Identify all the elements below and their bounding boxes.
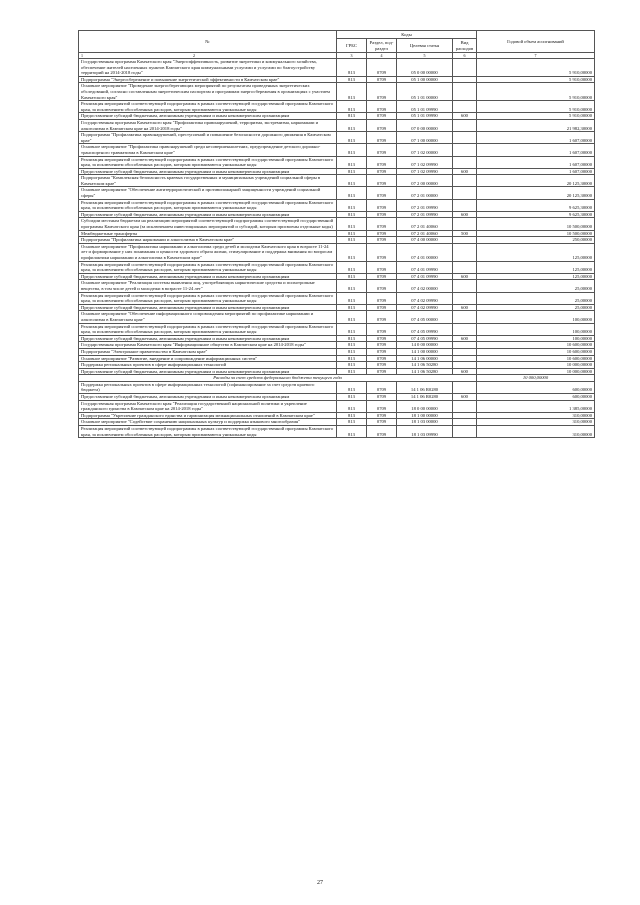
target-cell: 07 4 01 09990 (397, 261, 453, 273)
amount-cell: 1 607,00000 (477, 156, 595, 168)
section-cell: 0709 (367, 230, 397, 237)
name-cell: Подпрограмма "Комплексная безопасность краевых государственных и муниципальных учреждений социальной сферы в Камчатском крае" (79, 175, 337, 187)
grbs-cell: 813 (337, 168, 367, 175)
amount-cell: 5 910,00000 (477, 59, 595, 77)
index-cell: 7 (477, 53, 595, 59)
index-cell-no: 1 (81, 53, 83, 58)
exptype-cell (453, 119, 477, 131)
section-cell: 0709 (367, 156, 397, 168)
table-row (79, 113, 595, 120)
amount-cell: 10 600,00000 (477, 348, 595, 355)
section-cell: 0709 (367, 237, 397, 244)
section-cell: 0709 (367, 187, 397, 199)
target-cell: 07 4 00 00000 (397, 237, 453, 244)
section-cell: 0709 (367, 132, 397, 144)
amount-cell: 5 910,00000 (477, 83, 595, 101)
name-cell: Основное мероприятие "Обеспечение информационного сопровождения мероприятий по профилактике наркомании и алкоголизма в Камчатском крае" (79, 311, 337, 323)
table-row (79, 175, 595, 187)
amount-cell: 9 625,30000 (477, 199, 595, 211)
name-cell: Подпрограмма "Электронное правительство в Камчатском крае" (79, 348, 337, 355)
grbs-cell: 813 (337, 76, 367, 83)
target-cell: 05 1 00 00000 (397, 76, 453, 83)
name-cell: Предоставление субсидий бюджетным, автономным учреждениям и иным некоммерческим организациям (79, 368, 337, 375)
exptype-cell (453, 187, 477, 199)
name-cell: Реализация мероприятий соответствующей подпрограммы в рамках соответствующей государственной программы Камчатского края, за исключением обособленных расходов, которым присваиваются уникальные коды (79, 323, 337, 335)
table-row (79, 132, 595, 144)
exptype-cell (453, 381, 477, 393)
table-row (79, 368, 595, 375)
exptype-cell (453, 280, 477, 292)
note-row (79, 375, 595, 382)
grbs-cell: 813 (337, 187, 367, 199)
name-cell: Основное мероприятие "Развитие, внедрение и сопровождение информационных систем" (79, 355, 337, 362)
exptype-cell (453, 292, 477, 304)
index-cell: 5 (397, 53, 453, 59)
target-cell: 14 1 06 50280 (397, 368, 453, 375)
table-row (79, 218, 595, 230)
exptype-cell (453, 400, 477, 412)
amount-cell: 125,00000 (477, 273, 595, 280)
grbs-cell: 813 (337, 261, 367, 273)
exptype-cell (453, 342, 477, 349)
grbs-cell: 813 (337, 355, 367, 362)
section-cell: 0709 (367, 355, 397, 362)
target-cell: 07 2 01 00000 (397, 187, 453, 199)
index-cell: 6 (453, 53, 477, 59)
name-cell: Поддержка региональных проектов в сфере информационных технологий (софинансирование за счет средств краевого бюджета) (79, 381, 337, 393)
exptype-cell (453, 426, 477, 438)
section-cell: 0709 (367, 412, 397, 419)
section-cell: 0709 (367, 304, 397, 311)
amount-cell: 5 910,00000 (477, 101, 595, 113)
name-cell: Предоставление субсидий бюджетным, автономным учреждениям и иным некоммерческим организациям (79, 335, 337, 342)
target-cell: 18 1 03 00000 (397, 419, 453, 426)
target-cell: 07 4 05 09990 (397, 323, 453, 335)
target-cell: 14 0 00 00000 (397, 342, 453, 349)
col-amount-header: Годовой объем ассигнований (477, 31, 595, 53)
grbs-cell: 813 (337, 426, 367, 438)
grbs-cell: 813 (337, 156, 367, 168)
exptype-cell (453, 348, 477, 355)
amount-cell: 25,00000 (477, 292, 595, 304)
amount-cell: 5 910,00000 (477, 76, 595, 83)
grbs-cell: 813 (337, 419, 367, 426)
amount-cell: 10 500,00000 (477, 230, 595, 237)
amount-cell: 100,00000 (477, 335, 595, 342)
amount-cell: 600,00000 (477, 381, 595, 393)
exptype-cell: 600 (453, 394, 477, 401)
grbs-cell: 813 (337, 412, 367, 419)
name-cell: Реализация мероприятий соответствующей подпрограммы в рамках соответствующей государственной программы Камчатского края, за исключением обособленных расходов, которым присваиваются уникальные коды (79, 156, 337, 168)
amount-cell: 10 000,00000 (477, 368, 595, 375)
exptype-cell (453, 175, 477, 187)
amount-cell: 10 600,00000 (477, 355, 595, 362)
name-cell: Подпрограмма "Укрепление гражданского единства и гармонизация межнациональных отношений в Камчатском крае" (79, 412, 337, 419)
table-row (79, 400, 595, 412)
target-cell: 07 0 00 00000 (397, 119, 453, 131)
section-cell: 0709 (367, 400, 397, 412)
grbs-cell: 813 (337, 304, 367, 311)
grbs-cell: 813 (337, 311, 367, 323)
name-cell: Предоставление субсидий бюджетным, автономным учреждениям и иным некоммерческим организациям (79, 211, 337, 218)
section-cell: 0709 (367, 211, 397, 218)
amount-cell: 250,00000 (477, 237, 595, 244)
exptype-cell (453, 261, 477, 273)
exptype-cell (453, 101, 477, 113)
exptype-cell (453, 323, 477, 335)
amount-cell: 600,00000 (477, 394, 595, 401)
name-cell: Предоставление субсидий бюджетным, автономным учреждениям и иным некоммерческим организациям (79, 394, 337, 401)
target-cell: 07 1 02 09990 (397, 156, 453, 168)
name-cell: Основное мероприятие "Профилактика правонарушений среди несовершеннолетних, предупреждение детского дорожно-транспортного травматизма в Камчатском крае" (79, 144, 337, 156)
target-cell: 07 4 02 09990 (397, 292, 453, 304)
name-cell: Основное мероприятие "Реализация системы выявления лиц, употребляющих наркотические средства и психотропные вещества, в том числе детей и молодежи в возрасте 11-24 лет" (79, 280, 337, 292)
table-row (79, 292, 595, 304)
grbs-cell: 813 (337, 113, 367, 120)
name-cell: Предоставление субсидий бюджетным, автономным учреждениям и иным некоммерческим организациям (79, 168, 337, 175)
name-cell: Подпрограмма "Профилактика правонарушений, преступлений и повышение безопасности дорожного движения в Камчатском крае" (79, 132, 337, 144)
name-cell: Субсидии местным бюджетам на реализацию мероприятий соответствующей подпрограммы соответствующей государственной программы Камчатского края (за исключением инвестиционных мероприятий и субсидий, которым присвоены отдельные коды) (79, 218, 337, 230)
table-row (79, 426, 595, 438)
target-cell: 07 1 02 09990 (397, 168, 453, 175)
section-cell: 0709 (367, 101, 397, 113)
grbs-cell: 813 (337, 59, 367, 77)
table-row (79, 419, 595, 426)
grbs-cell: 813 (337, 211, 367, 218)
exptype-cell (453, 412, 477, 419)
grbs-cell: 813 (337, 199, 367, 211)
section-cell: 0709 (367, 119, 397, 131)
table-row (79, 412, 595, 419)
exptype-cell (453, 199, 477, 211)
table-row (79, 168, 595, 175)
table-row (79, 199, 595, 211)
grbs-cell: 813 (337, 243, 367, 261)
table-row (79, 76, 595, 83)
section-cell: 0709 (367, 342, 397, 349)
target-cell: 07 2 01 40060 (397, 230, 453, 237)
name-cell: Предоставление субсидий бюджетным, автономным учреждениям и иным некоммерческим организациям (79, 304, 337, 311)
grbs-cell: 813 (337, 132, 367, 144)
exptype-cell (453, 218, 477, 230)
name-cell: Государственная программа Камчатского края "Профилактика правонарушений, терроризма, экстремизма, наркомании и алкоголизма в Камчатском крае на 2014-2018 годы" (79, 119, 337, 131)
section-cell: 0709 (367, 76, 397, 83)
col-exptype-header: Вид расходов (453, 39, 477, 53)
exptype-cell: 600 (453, 113, 477, 120)
exptype-cell (453, 59, 477, 77)
target-cell: 14 1 06 R0280 (397, 381, 453, 393)
exptype-cell (453, 144, 477, 156)
section-cell: 0709 (367, 83, 397, 101)
name-cell: Реализация мероприятий соответствующей подпрограммы в рамках соответствующей государственной программы Камчатского края, за исключением обособленных расходов, которым присваиваются уникальные коды (79, 426, 337, 438)
name-cell: Подпрограмма "Энергосбережение и повышение энергетической эффективности в Камчатском крае" (79, 76, 337, 83)
amount-cell: 125,00000 (477, 243, 595, 261)
section-cell: 0709 (367, 292, 397, 304)
name-cell: Основное мероприятие "Содействие сохранению национальных культур и поддержка языкового многообразия" (79, 419, 337, 426)
target-cell: 07 4 01 09990 (397, 273, 453, 280)
exptype-cell (453, 76, 477, 83)
col-section-header: Раздел, под-раздел (367, 39, 397, 53)
section-cell: 0709 (367, 144, 397, 156)
section-cell: 0709 (367, 311, 397, 323)
exptype-cell (453, 311, 477, 323)
grbs-cell: 813 (337, 230, 367, 237)
table-row (79, 187, 595, 199)
table-row (79, 243, 595, 261)
section-cell: 0709 (367, 426, 397, 438)
index-cell-name: 2 (193, 53, 195, 58)
target-cell: 18 1 00 00000 (397, 412, 453, 419)
name-cell: Предоставление субсидий бюджетным, автономным учреждениям и иным некоммерческим организациям (79, 273, 337, 280)
name-cell: Основное мероприятие "Обеспечение антитеррористической и противопожарной защищенности учреждений социальной сферы" (79, 187, 337, 199)
page-number: 27 (317, 880, 323, 886)
table-row (79, 273, 595, 280)
target-cell: 07 1 02 00000 (397, 144, 453, 156)
table-row (79, 362, 595, 369)
amount-cell: 310,00000 (477, 412, 595, 419)
amount-cell: 1 607,00000 (477, 132, 595, 144)
target-cell: 07 2 01 09990 (397, 211, 453, 218)
exptype-cell: 600 (453, 304, 477, 311)
table-row (79, 304, 595, 311)
amount-cell: 9 625,30000 (477, 211, 595, 218)
name-cell: Основное мероприятие "Профилактика наркомании и алкоголизма среди детей и молодежи Камчатского края в возрасте 11-24 лет и формирование у них понимания и ценности здорового образа жизни, стимулирование и поддержка внимания по вопросам профилактики наркомании и алкоголизма в Камчатском крае" (79, 243, 337, 261)
name-cell: Поддержка региональных проектов в сфере информационных технологий (79, 362, 337, 369)
section-cell: 0709 (367, 335, 397, 342)
target-cell: 18 0 00 00000 (397, 400, 453, 412)
target-cell: 05 0 00 00000 (397, 59, 453, 77)
target-cell: 07 4 02 09990 (397, 304, 453, 311)
exptype-cell (453, 132, 477, 144)
exptype-cell (453, 83, 477, 101)
exptype-cell (453, 355, 477, 362)
grbs-cell: 813 (337, 273, 367, 280)
target-cell: 14 1 06 50280 (397, 362, 453, 369)
amount-cell: 1 385,00000 (477, 400, 595, 412)
name-cell: Государственная программа Камчатского края "Реализация государственной национальной политики и укрепление гражданского единства в Камчатском крае на 2014-2018 годы" (79, 400, 337, 412)
name-cell: Реализация мероприятий соответствующей подпрограммы в рамках соответствующей государственной программы Камчатского края, за исключением обособленных расходов, которым присваиваются уникальные коды (79, 292, 337, 304)
exptype-cell: 600 (453, 168, 477, 175)
target-cell: 07 2 01 09990 (397, 199, 453, 211)
exptype-cell (453, 362, 477, 369)
col-grbs-header: ГРБС (337, 39, 367, 53)
table-row (79, 230, 595, 237)
table-row (79, 144, 595, 156)
name-cell: Государственная программа Камчатского края "Энергоэффективность, развитие энергетики и коммунального хозяйства, обеспечение жителей населенных пунктов Камчатского края коммунальными услугами и услугами по благоустройству территорий на 2014-2018 годы" (79, 59, 337, 77)
target-cell: 07 4 01 00000 (397, 243, 453, 261)
name-cell: Подпрограмма "Профилактика наркомании и алкоголизма в Камчатском крае" (79, 237, 337, 244)
section-cell: 0709 (367, 59, 397, 77)
budget-table-sheet (78, 30, 594, 438)
amount-cell: 10 500,00000 (477, 218, 595, 230)
col-no-header: № (79, 31, 337, 53)
grbs-cell: 813 (337, 323, 367, 335)
table-row (79, 261, 595, 273)
grbs-cell: 813 (337, 218, 367, 230)
amount-cell: 100,00000 (477, 311, 595, 323)
grbs-cell: 813 (337, 237, 367, 244)
exptype-cell (453, 237, 477, 244)
target-cell: 07 4 02 00000 (397, 280, 453, 292)
grbs-cell: 813 (337, 368, 367, 375)
grbs-cell: 813 (337, 119, 367, 131)
budget-table (78, 30, 595, 438)
grbs-cell: 813 (337, 175, 367, 187)
target-cell: 07 4 05 00000 (397, 311, 453, 323)
name-cell: Реализация мероприятий соответствующей подпрограммы в рамках соответствующей государственной программы Камчатского края, за исключением обособленных расходов, которым присваиваются уникальные коды (79, 199, 337, 211)
section-cell: 0709 (367, 323, 397, 335)
amount-cell: 25,00000 (477, 304, 595, 311)
grbs-cell: 813 (337, 83, 367, 101)
amount-cell: 5 910,00000 (477, 113, 595, 120)
name-cell: Предоставление субсидий бюджетным, автономным учреждениям и иным некоммерческим организациям (79, 113, 337, 120)
target-cell: 05 1 01 00000 (397, 83, 453, 101)
table-row (79, 101, 595, 113)
section-cell: 0709 (367, 362, 397, 369)
target-cell: 14 1 06 00000 (397, 355, 453, 362)
section-cell: 0709 (367, 348, 397, 355)
section-cell: 0709 (367, 261, 397, 273)
section-cell: 0709 (367, 218, 397, 230)
exptype-cell: 600 (453, 211, 477, 218)
amount-cell: 10 000,00000 (477, 375, 595, 382)
amount-cell: 25,00000 (477, 280, 595, 292)
section-cell: 0709 (367, 175, 397, 187)
section-cell: 0709 (367, 381, 397, 393)
amount-cell: 310,00000 (477, 419, 595, 426)
grbs-cell: 813 (337, 400, 367, 412)
table-row (79, 156, 595, 168)
table-row (79, 119, 595, 131)
section-cell: 0709 (367, 113, 397, 120)
amount-cell: 100,00000 (477, 323, 595, 335)
amount-cell: 10 000,00000 (477, 362, 595, 369)
table-row (79, 394, 595, 401)
target-cell: 14 1 06 R0280 (397, 394, 453, 401)
amount-cell: 310,00000 (477, 426, 595, 438)
amount-cell: 125,00000 (477, 261, 595, 273)
table-row (79, 59, 595, 77)
target-cell: 14 1 00 00000 (397, 348, 453, 355)
section-cell: 0709 (367, 419, 397, 426)
table-row (79, 237, 595, 244)
codes-group-header: Коды (337, 31, 477, 39)
grbs-cell: 813 (337, 101, 367, 113)
exptype-cell (453, 243, 477, 261)
table-row (79, 311, 595, 323)
grbs-cell: 813 (337, 381, 367, 393)
name-cell: Реализация мероприятий соответствующей подпрограммы в рамках соответствующей государственной программы Камчатского края, за исключением обособленных расходов, которым присваиваются уникальные коды (79, 261, 337, 273)
grbs-cell: 813 (337, 292, 367, 304)
exptype-cell: 600 (453, 335, 477, 342)
section-cell: 0709 (367, 168, 397, 175)
name-cell: Государственная программа Камчатского края "Информационное общество в Камчатском крае на 2014-2018 годы" (79, 342, 337, 349)
table-row (79, 348, 595, 355)
index-cell: 3 (337, 53, 367, 59)
amount-cell: 1 607,00000 (477, 168, 595, 175)
note-text: Расходы за счет средств федерального бюджета текущего года (79, 375, 477, 382)
grbs-cell: 813 (337, 394, 367, 401)
target-cell: 18 1 03 09990 (397, 426, 453, 438)
grbs-cell: 813 (337, 335, 367, 342)
grbs-cell: 813 (337, 348, 367, 355)
amount-cell: 1 607,00000 (477, 144, 595, 156)
section-cell: 0709 (367, 368, 397, 375)
section-cell: 0709 (367, 280, 397, 292)
amount-cell: 20 125,30000 (477, 175, 595, 187)
exptype-cell: 600 (453, 368, 477, 375)
col-target-header: Целевая статья (397, 39, 453, 53)
target-cell: 07 4 05 09990 (397, 335, 453, 342)
section-cell: 0709 (367, 273, 397, 280)
amount-cell: 21 982,30000 (477, 119, 595, 131)
grbs-cell: 813 (337, 144, 367, 156)
target-cell: 07 1 00 00000 (397, 132, 453, 144)
target-cell: 05 1 01 09990 (397, 101, 453, 113)
exptype-cell: 500 (453, 230, 477, 237)
exptype-cell (453, 156, 477, 168)
table-row (79, 323, 595, 335)
table-row (79, 211, 595, 218)
name-cell: Основное мероприятие "Проведение энергосберегающих мероприятий по результатам проведенных энергетических обследований, согласно составленным энергетическим паспортам и программам энергосбережения в организациях с участием Камчатского края" (79, 83, 337, 101)
table-row (79, 83, 595, 101)
target-cell: 07 2 00 00000 (397, 175, 453, 187)
section-cell: 0709 (367, 243, 397, 261)
section-cell: 0709 (367, 199, 397, 211)
index-cell: 4 (367, 53, 397, 59)
table-row (79, 335, 595, 342)
table-row (79, 381, 595, 393)
grbs-cell: 813 (337, 362, 367, 369)
amount-cell: 10 600,00000 (477, 342, 595, 349)
grbs-cell: 813 (337, 342, 367, 349)
name-cell: Реализация мероприятий соответствующей подпрограммы в рамках соответствующей государственной программы Камчатского края, за исключением обособленных расходов, которым присваиваются уникальные коды (79, 101, 337, 113)
name-cell: Межбюджетные трансферты (79, 230, 337, 237)
table-row (79, 280, 595, 292)
exptype-cell (453, 419, 477, 426)
section-cell: 0709 (367, 394, 397, 401)
target-cell: 05 1 01 09990 (397, 113, 453, 120)
table-row (79, 355, 595, 362)
table-row (79, 342, 595, 349)
grbs-cell: 813 (337, 280, 367, 292)
amount-cell: 20 125,30000 (477, 187, 595, 199)
target-cell: 07 2 01 40060 (397, 218, 453, 230)
exptype-cell: 600 (453, 273, 477, 280)
